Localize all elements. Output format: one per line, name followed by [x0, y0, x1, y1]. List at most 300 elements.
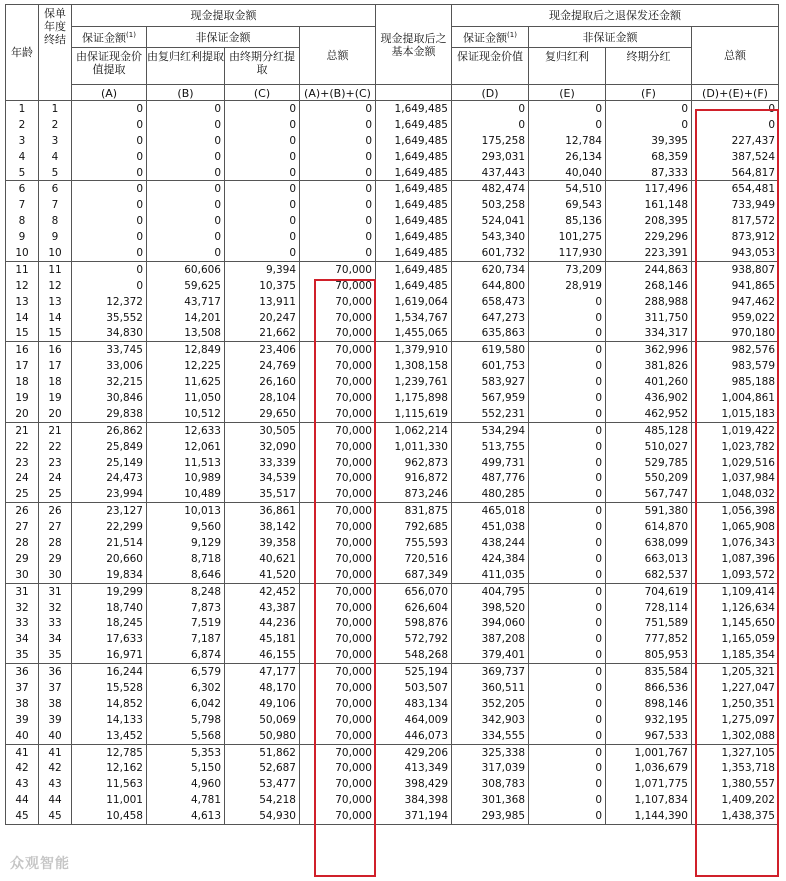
cell-b: 4,781 — [147, 792, 225, 808]
cell-policy-year: 1 — [39, 101, 72, 117]
cell-basic-amount: 1,308,158 — [376, 358, 452, 374]
cell-basic-amount: 1,619,064 — [376, 294, 452, 310]
cell-c: 0 — [225, 101, 300, 117]
cell-policy-year: 28 — [39, 535, 72, 551]
cell-policy-year: 17 — [39, 358, 72, 374]
cell-c: 0 — [225, 245, 300, 261]
cell-basic-amount: 1,011,330 — [376, 439, 452, 455]
cell-policy-year: 21 — [39, 422, 72, 438]
cell-policy-year: 34 — [39, 631, 72, 647]
cell-f: 0 — [606, 117, 692, 133]
cell-age: 17 — [6, 358, 39, 374]
table-row — [6, 342, 779, 358]
cell-total-def: 1,029,516 — [692, 455, 779, 471]
cell-total-abc: 0 — [300, 213, 376, 229]
table-row — [6, 261, 779, 277]
cell-a: 11,001 — [72, 792, 147, 808]
cell-d: 369,737 — [452, 664, 529, 680]
cell-total-abc: 70,000 — [300, 631, 376, 647]
cell-age: 24 — [6, 470, 39, 486]
cell-f: 1,071,775 — [606, 776, 692, 792]
cell-age: 11 — [6, 261, 39, 277]
cell-f: 550,209 — [606, 470, 692, 486]
cell-e: 28,919 — [529, 278, 606, 294]
table-row — [6, 519, 779, 535]
cell-c: 0 — [225, 117, 300, 133]
cell-d: 567,959 — [452, 390, 529, 406]
cell-policy-year: 5 — [39, 165, 72, 181]
cell-basic-amount: 384,398 — [376, 792, 452, 808]
cell-total-abc: 70,000 — [300, 535, 376, 551]
header-age: 年龄 — [6, 5, 39, 101]
cell-policy-year: 35 — [39, 647, 72, 663]
cell-policy-year: 3 — [39, 133, 72, 149]
cell-policy-year: 13 — [39, 294, 72, 310]
header-letter-abc: (A)+(B)+(C) — [300, 85, 376, 101]
cell-f: 401,260 — [606, 374, 692, 390]
cell-e: 0 — [529, 101, 606, 117]
cell-f: 835,584 — [606, 664, 692, 680]
cell-d: 524,041 — [452, 213, 529, 229]
cell-total-def: 1,409,202 — [692, 792, 779, 808]
cell-age: 44 — [6, 792, 39, 808]
table-row — [6, 245, 779, 261]
cell-basic-amount: 398,429 — [376, 776, 452, 792]
cell-policy-year: 38 — [39, 696, 72, 712]
cell-f: 663,013 — [606, 551, 692, 567]
cell-e: 0 — [529, 503, 606, 519]
cell-f: 1,107,834 — [606, 792, 692, 808]
cell-d: 424,384 — [452, 551, 529, 567]
watermark: 众观智能 — [10, 856, 70, 872]
cell-policy-year: 16 — [39, 342, 72, 358]
cell-c: 0 — [225, 149, 300, 165]
cell-total-def: 1,275,097 — [692, 712, 779, 728]
cell-basic-amount: 1,455,065 — [376, 325, 452, 341]
cell-b: 0 — [147, 133, 225, 149]
cell-e: 0 — [529, 358, 606, 374]
cell-b: 0 — [147, 117, 225, 133]
table-row — [6, 647, 779, 663]
cell-total-abc: 70,000 — [300, 647, 376, 663]
cell-c: 52,687 — [225, 761, 300, 777]
cell-b: 0 — [147, 197, 225, 213]
cell-a: 24,473 — [72, 470, 147, 486]
cell-age: 42 — [6, 761, 39, 777]
cell-a: 0 — [72, 133, 147, 149]
cell-c: 50,069 — [225, 712, 300, 728]
cell-a: 0 — [72, 101, 147, 117]
cell-d: 601,753 — [452, 358, 529, 374]
cell-c: 47,177 — [225, 664, 300, 680]
cell-policy-year: 15 — [39, 325, 72, 341]
cell-c: 0 — [225, 197, 300, 213]
cell-total-def: 1,205,321 — [692, 664, 779, 680]
cell-c: 36,861 — [225, 503, 300, 519]
cell-total-abc: 0 — [300, 165, 376, 181]
table-row — [6, 761, 779, 777]
cell-age: 41 — [6, 744, 39, 760]
cell-e: 12,784 — [529, 133, 606, 149]
cell-e: 0 — [529, 696, 606, 712]
cell-total-abc: 70,000 — [300, 278, 376, 294]
cell-basic-amount: 656,070 — [376, 583, 452, 599]
table-row — [6, 551, 779, 567]
cell-d: 404,795 — [452, 583, 529, 599]
header-letter-e: (E) — [529, 85, 606, 101]
cell-policy-year: 27 — [39, 519, 72, 535]
cell-total-def: 1,185,354 — [692, 647, 779, 663]
cell-f: 805,953 — [606, 647, 692, 663]
cell-basic-amount: 1,239,761 — [376, 374, 452, 390]
cell-basic-amount: 1,649,485 — [376, 278, 452, 294]
cell-age: 27 — [6, 519, 39, 535]
cell-policy-year: 36 — [39, 664, 72, 680]
cell-b: 9,129 — [147, 535, 225, 551]
cell-basic-amount: 873,246 — [376, 486, 452, 502]
cell-policy-year: 7 — [39, 197, 72, 213]
cell-a: 18,740 — [72, 600, 147, 616]
cell-total-def: 982,576 — [692, 342, 779, 358]
cell-policy-year: 45 — [39, 808, 72, 824]
table-row — [6, 583, 779, 599]
cell-total-abc: 70,000 — [300, 325, 376, 341]
cell-f: 0 — [606, 101, 692, 117]
cell-total-def: 0 — [692, 117, 779, 133]
cell-d: 394,060 — [452, 616, 529, 632]
cell-basic-amount: 1,649,485 — [376, 165, 452, 181]
cell-a: 0 — [72, 229, 147, 245]
cell-b: 10,989 — [147, 470, 225, 486]
table-row — [6, 325, 779, 341]
table-row — [6, 455, 779, 471]
cell-total-abc: 0 — [300, 245, 376, 261]
cell-basic-amount: 1,649,485 — [376, 101, 452, 117]
header-col-e: 复归红利 — [529, 48, 606, 85]
cell-policy-year: 19 — [39, 390, 72, 406]
cell-age: 45 — [6, 808, 39, 824]
table-row — [6, 503, 779, 519]
cell-age: 20 — [6, 406, 39, 422]
cell-c: 43,387 — [225, 600, 300, 616]
cell-policy-year: 31 — [39, 583, 72, 599]
cell-total-def: 1,015,183 — [692, 406, 779, 422]
cell-total-def: 1,438,375 — [692, 808, 779, 824]
cell-basic-amount: 525,194 — [376, 664, 452, 680]
cell-c: 28,104 — [225, 390, 300, 406]
header-guaranteed-a: 保证金额$^{(1)}$ — [72, 27, 147, 48]
cell-d: 465,018 — [452, 503, 529, 519]
cell-e: 0 — [529, 455, 606, 471]
cell-b: 5,798 — [147, 712, 225, 728]
cell-basic-amount: 446,073 — [376, 728, 452, 744]
cell-d: 379,401 — [452, 647, 529, 663]
cell-d: 658,473 — [452, 294, 529, 310]
cell-f: 288,988 — [606, 294, 692, 310]
cell-e: 54,510 — [529, 181, 606, 197]
cell-total-def: 873,912 — [692, 229, 779, 245]
cell-c: 38,142 — [225, 519, 300, 535]
header-col-c: 由终期分红提取 — [225, 48, 300, 85]
cell-d: 352,205 — [452, 696, 529, 712]
cell-age: 39 — [6, 712, 39, 728]
cell-d: 301,368 — [452, 792, 529, 808]
cell-b: 0 — [147, 213, 225, 229]
header-col-b: 由复归红利提取 — [147, 48, 225, 85]
cell-b: 12,225 — [147, 358, 225, 374]
cell-total-def: 1,380,557 — [692, 776, 779, 792]
cell-a: 35,552 — [72, 310, 147, 326]
cell-total-abc: 70,000 — [300, 406, 376, 422]
cell-e: 0 — [529, 535, 606, 551]
table-row — [6, 197, 779, 213]
cell-e: 0 — [529, 422, 606, 438]
cell-age: 34 — [6, 631, 39, 647]
cell-c: 41,520 — [225, 567, 300, 583]
cell-total-abc: 70,000 — [300, 583, 376, 599]
cell-c: 50,980 — [225, 728, 300, 744]
table-row — [6, 406, 779, 422]
cell-total-abc: 0 — [300, 197, 376, 213]
cell-age: 8 — [6, 213, 39, 229]
cell-total-abc: 70,000 — [300, 358, 376, 374]
cell-e: 0 — [529, 117, 606, 133]
cell-total-abc: 0 — [300, 117, 376, 133]
cell-f: 751,589 — [606, 616, 692, 632]
cell-c: 45,181 — [225, 631, 300, 647]
cell-total-abc: 70,000 — [300, 696, 376, 712]
cell-age: 37 — [6, 680, 39, 696]
cell-d: 583,927 — [452, 374, 529, 390]
cell-c: 0 — [225, 213, 300, 229]
cell-total-def: 959,022 — [692, 310, 779, 326]
cell-total-abc: 70,000 — [300, 792, 376, 808]
cell-basic-amount: 429,206 — [376, 744, 452, 760]
cell-basic-amount: 413,349 — [376, 761, 452, 777]
cell-age: 16 — [6, 342, 39, 358]
cell-f: 381,826 — [606, 358, 692, 374]
header-letter-f: (F) — [606, 85, 692, 101]
cell-f: 68,359 — [606, 149, 692, 165]
cell-e: 0 — [529, 310, 606, 326]
cell-d: 293,985 — [452, 808, 529, 824]
cell-a: 34,830 — [72, 325, 147, 341]
cell-total-abc: 70,000 — [300, 728, 376, 744]
cell-age: 36 — [6, 664, 39, 680]
cell-a: 26,862 — [72, 422, 147, 438]
cell-d: 0 — [452, 117, 529, 133]
cell-total-def: 1,004,861 — [692, 390, 779, 406]
cell-policy-year: 29 — [39, 551, 72, 567]
cell-e: 0 — [529, 600, 606, 616]
cell-b: 8,248 — [147, 583, 225, 599]
cell-total-def: 654,481 — [692, 181, 779, 197]
cell-c: 42,452 — [225, 583, 300, 599]
table-row — [6, 358, 779, 374]
cell-d: 513,755 — [452, 439, 529, 455]
cell-b: 12,849 — [147, 342, 225, 358]
cell-policy-year: 8 — [39, 213, 72, 229]
cell-total-abc: 70,000 — [300, 439, 376, 455]
table-row — [6, 712, 779, 728]
cell-a: 32,215 — [72, 374, 147, 390]
cell-e: 0 — [529, 616, 606, 632]
cell-e: 26,134 — [529, 149, 606, 165]
cell-a: 21,514 — [72, 535, 147, 551]
cell-f: 311,750 — [606, 310, 692, 326]
cell-a: 25,149 — [72, 455, 147, 471]
cell-a: 15,528 — [72, 680, 147, 696]
cell-basic-amount: 1,649,485 — [376, 149, 452, 165]
cell-e: 0 — [529, 486, 606, 502]
cell-f: 229,296 — [606, 229, 692, 245]
cell-policy-year: 43 — [39, 776, 72, 792]
cell-total-def: 1,093,572 — [692, 567, 779, 583]
cell-total-abc: 0 — [300, 229, 376, 245]
cell-policy-year: 6 — [39, 181, 72, 197]
cell-total-abc: 70,000 — [300, 455, 376, 471]
cell-c: 40,621 — [225, 551, 300, 567]
cell-total-def: 1,327,105 — [692, 744, 779, 760]
cell-e: 0 — [529, 776, 606, 792]
cell-a: 18,245 — [72, 616, 147, 632]
cell-policy-year: 24 — [39, 470, 72, 486]
cell-d: 480,285 — [452, 486, 529, 502]
cell-e: 117,930 — [529, 245, 606, 261]
cell-total-def: 941,865 — [692, 278, 779, 294]
cell-total-abc: 0 — [300, 181, 376, 197]
cell-basic-amount: 1,649,485 — [376, 117, 452, 133]
cell-basic-amount: 548,268 — [376, 647, 452, 663]
cell-d: 482,474 — [452, 181, 529, 197]
cell-d: 387,208 — [452, 631, 529, 647]
header-policy-year: 保单年度终结 — [39, 5, 72, 101]
header-non-guaranteed-bc: 非保证金额 — [147, 27, 300, 48]
table-body — [6, 101, 779, 825]
header-letter-c: (C) — [225, 85, 300, 101]
cell-e: 0 — [529, 470, 606, 486]
cell-total-def: 1,227,047 — [692, 680, 779, 696]
cell-c: 49,106 — [225, 696, 300, 712]
cell-age: 12 — [6, 278, 39, 294]
cell-f: 510,027 — [606, 439, 692, 455]
cell-b: 10,013 — [147, 503, 225, 519]
cell-d: 543,340 — [452, 229, 529, 245]
cell-b: 0 — [147, 245, 225, 261]
cell-a: 14,852 — [72, 696, 147, 712]
cell-b: 0 — [147, 181, 225, 197]
cell-f: 614,870 — [606, 519, 692, 535]
cell-policy-year: 18 — [39, 374, 72, 390]
cell-f: 208,395 — [606, 213, 692, 229]
cell-c: 32,090 — [225, 439, 300, 455]
cell-basic-amount: 1,649,485 — [376, 229, 452, 245]
cell-age: 7 — [6, 197, 39, 213]
table-row — [6, 149, 779, 165]
header-basic-amount: 现金提取后之基本金额 — [376, 5, 452, 85]
cell-basic-amount: 1,062,214 — [376, 422, 452, 438]
cell-d: 503,258 — [452, 197, 529, 213]
cell-e: 0 — [529, 551, 606, 567]
cell-basic-amount: 503,507 — [376, 680, 452, 696]
cell-total-def: 1,302,088 — [692, 728, 779, 744]
cell-c: 51,862 — [225, 744, 300, 760]
cell-age: 29 — [6, 551, 39, 567]
table-row — [6, 229, 779, 245]
table-row — [6, 470, 779, 486]
cell-b: 8,718 — [147, 551, 225, 567]
cell-total-abc: 70,000 — [300, 616, 376, 632]
cell-e: 0 — [529, 519, 606, 535]
cell-e: 0 — [529, 647, 606, 663]
cell-c: 26,160 — [225, 374, 300, 390]
cell-age: 40 — [6, 728, 39, 744]
cell-total-def: 1,037,984 — [692, 470, 779, 486]
cell-b: 8,646 — [147, 567, 225, 583]
header-after-withdrawal: 现金提取后之退保发还金额 — [452, 5, 779, 27]
cell-b: 7,187 — [147, 631, 225, 647]
cell-total-def: 1,087,396 — [692, 551, 779, 567]
table-row — [6, 776, 779, 792]
cell-e: 0 — [529, 712, 606, 728]
cell-e: 0 — [529, 664, 606, 680]
cell-age: 15 — [6, 325, 39, 341]
cell-basic-amount: 1,649,485 — [376, 133, 452, 149]
cell-f: 777,852 — [606, 631, 692, 647]
cell-total-def: 1,065,908 — [692, 519, 779, 535]
cell-total-abc: 0 — [300, 101, 376, 117]
header-col-d: 保证现金价值 — [452, 48, 529, 85]
cell-e: 0 — [529, 728, 606, 744]
cell-d: 411,035 — [452, 567, 529, 583]
cell-d: 360,511 — [452, 680, 529, 696]
cell-f: 1,001,767 — [606, 744, 692, 760]
cell-d: 293,031 — [452, 149, 529, 165]
cell-c: 24,769 — [225, 358, 300, 374]
cell-total-def: 1,145,650 — [692, 616, 779, 632]
cell-e: 73,209 — [529, 261, 606, 277]
cell-total-def: 1,048,032 — [692, 486, 779, 502]
table-row — [6, 680, 779, 696]
cell-f: 244,863 — [606, 261, 692, 277]
cell-d: 317,039 — [452, 761, 529, 777]
cell-c: 13,911 — [225, 294, 300, 310]
cell-total-def: 1,019,422 — [692, 422, 779, 438]
cell-a: 30,846 — [72, 390, 147, 406]
cell-age: 33 — [6, 616, 39, 632]
cell-e: 0 — [529, 744, 606, 760]
cell-b: 0 — [147, 149, 225, 165]
cell-total-def: 1,109,414 — [692, 583, 779, 599]
cell-a: 23,994 — [72, 486, 147, 502]
cell-d: 175,258 — [452, 133, 529, 149]
cell-b: 12,633 — [147, 422, 225, 438]
illustration-table — [5, 4, 779, 825]
cell-total-abc: 70,000 — [300, 374, 376, 390]
cell-a: 12,785 — [72, 744, 147, 760]
cell-basic-amount: 1,379,910 — [376, 342, 452, 358]
cell-f: 682,537 — [606, 567, 692, 583]
table-row — [6, 101, 779, 117]
cell-age: 43 — [6, 776, 39, 792]
cell-d: 620,734 — [452, 261, 529, 277]
cell-total-abc: 70,000 — [300, 744, 376, 760]
cell-total-abc: 70,000 — [300, 390, 376, 406]
cell-e: 40,040 — [529, 165, 606, 181]
cell-a: 0 — [72, 117, 147, 133]
cell-a: 10,458 — [72, 808, 147, 824]
cell-policy-year: 40 — [39, 728, 72, 744]
